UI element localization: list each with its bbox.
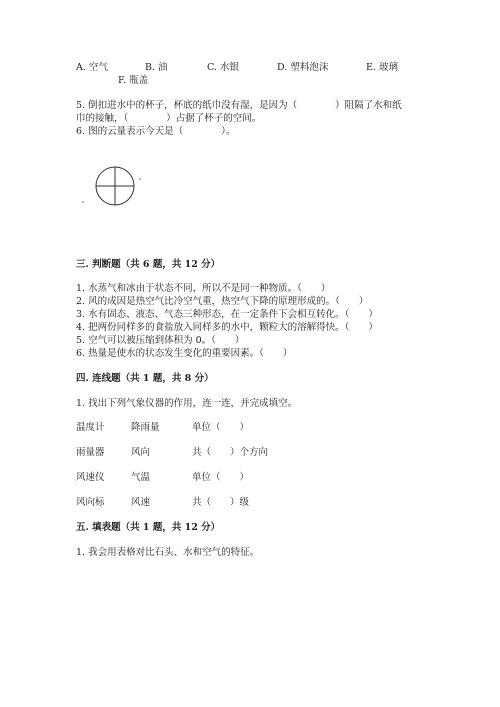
- option-a: A. 空气: [76, 62, 108, 73]
- section-3-title: 三. 判断题（共 6 题，共 12 分）: [76, 259, 221, 270]
- option-f: F. 瓶盖: [118, 75, 149, 86]
- fill-question-6: 6. 图的云量表示今天是（ ）。: [76, 126, 236, 137]
- judge-item-6: 6. 热量是使水的状态发生变化的重要因素。（ ）: [76, 348, 293, 359]
- section-5-title: 五. 填表题（共 1 题，共 12 分）: [76, 522, 221, 533]
- blank-2: 共（ ）个方向: [192, 447, 269, 458]
- fill-question-5-line2: 巾的接触，（ ）占据了杯子的空间。: [76, 113, 262, 124]
- blank-4: 共（ ）级: [192, 497, 250, 508]
- function-3: 气温: [131, 472, 151, 483]
- table-question: 1. 我会用表格对比石头、水和空气的特征。: [76, 547, 260, 558]
- fill-question-5-line1: 5. 倒扣进水中的杯子，杯底的纸巾没有湿，是因为（ ）阻隔了水和纸: [76, 100, 402, 111]
- matching-question: 1. 找出下列气象仪器的作用，连一连，并完成填空。: [76, 398, 298, 409]
- instrument-3: 风速仪: [76, 472, 105, 483]
- judge-item-4: 4. 把两份同样多的食盐放入同样多的水中，颗粒大的溶解得快。（ ）: [76, 322, 378, 333]
- option-c: C. 水银: [207, 62, 239, 73]
- option-e: E. 玻璃: [366, 62, 398, 73]
- judge-item-5: 5. 空气可以被压缩到体积为 0。（ ）: [76, 335, 245, 346]
- instrument-1: 温度计: [76, 422, 105, 433]
- cloud-cover-symbol-icon: [80, 166, 150, 206]
- option-b: B. 油: [145, 62, 168, 73]
- instrument-4: 风向标: [76, 497, 105, 508]
- instrument-2: 雨量器: [76, 447, 105, 458]
- option-d: D. 塑料泡沫: [277, 62, 329, 73]
- judge-item-2: 2. 风的成因是热空气比冷空气重，热空气下降的原理形成的。（ ）: [76, 296, 369, 307]
- section-4-title: 四. 连线题（共 1 题，共 8 分）: [76, 373, 214, 384]
- function-2: 风向: [131, 447, 151, 458]
- function-4: 风速: [131, 497, 151, 508]
- function-1: 降雨量: [131, 422, 160, 433]
- judge-item-1: 1. 水蒸气和冰由于状态不同，所以不是同一种物质。（ ）: [76, 283, 331, 294]
- blank-3: 单位（ ）: [192, 472, 250, 483]
- blank-1: 单位（ ）: [192, 422, 250, 433]
- judge-item-3: 3. 水有固态、液态、气态三种形态，在一定条件下会相互转化。（ ）: [76, 309, 378, 320]
